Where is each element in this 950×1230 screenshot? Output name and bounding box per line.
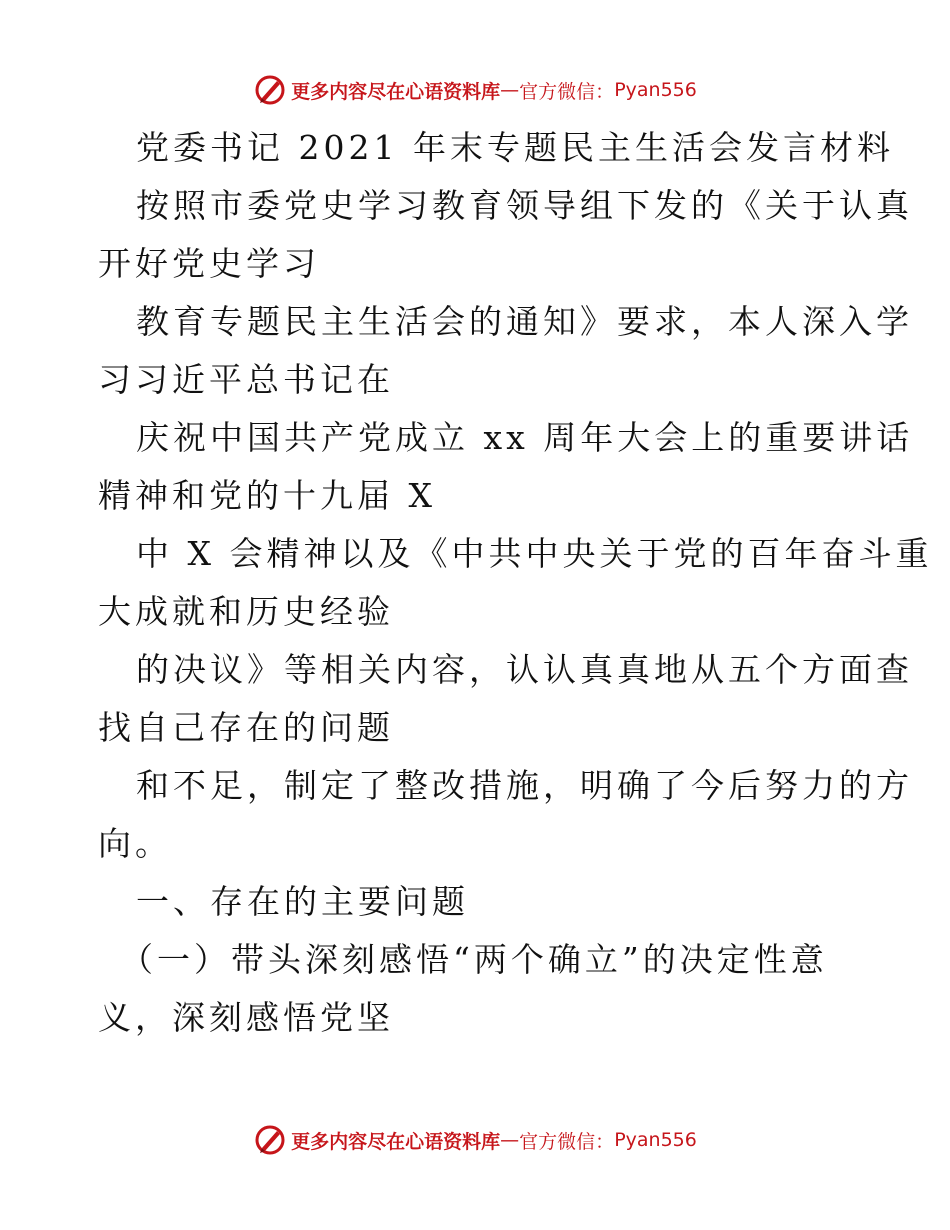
watermark-separator: — — [500, 79, 520, 101]
doc-line: 按照市委党史学习教育领导组下发的《关于认真 — [136, 186, 913, 225]
section-heading: 一、存在的主要问题 — [136, 882, 469, 921]
footer-watermark — [0, 1120, 950, 1160]
doc-line: 精神和党的十九届 X — [98, 476, 436, 515]
pen-logo-icon — [253, 73, 287, 107]
watermark-wechat-id: Pyan556 — [614, 1129, 697, 1151]
doc-line: 义，深刻感悟党坚 — [98, 998, 394, 1037]
doc-line: 大成就和历史经验 — [98, 592, 394, 631]
watermark-wechat-label: 官方微信： — [519, 1130, 615, 1153]
watermark-wechat-id: Pyan556 — [614, 79, 697, 101]
pen-logo-icon — [253, 1123, 287, 1157]
doc-line: 和不足，制定了整改措施，明确了今后努力的方 — [136, 766, 913, 805]
watermark-main-text: 更多内容尽在心语资料库 — [291, 1130, 501, 1153]
doc-line: 习习近平总书记在 — [98, 360, 394, 399]
doc-title: 党委书记 2021 年末专题民主生活会发言材料 — [136, 128, 894, 167]
watermark-wechat-label: 官方微信： — [519, 80, 615, 103]
doc-line: 中 X 会精神以及《中共中央关于党的百年奋斗重 — [136, 534, 933, 573]
watermark-main-text: 更多内容尽在心语资料库 — [291, 80, 501, 103]
doc-line: 向。 — [98, 824, 172, 863]
doc-line: 开好党史学习 — [98, 244, 320, 283]
doc-line: 的决议》等相关内容，认认真真地从五个方面查 — [136, 650, 913, 689]
header-watermark — [0, 70, 950, 110]
subsection-heading: （一）带头深刻感悟“两个确立”的决定性意 — [120, 940, 828, 979]
doc-line: 找自己存在的问题 — [98, 708, 394, 747]
doc-line: 庆祝中国共产党成立 xx 周年大会上的重要讲话 — [136, 418, 914, 457]
doc-line: 教育专题民主生活会的通知》要求，本人深入学 — [136, 302, 913, 341]
watermark-separator: — — [500, 1129, 520, 1151]
